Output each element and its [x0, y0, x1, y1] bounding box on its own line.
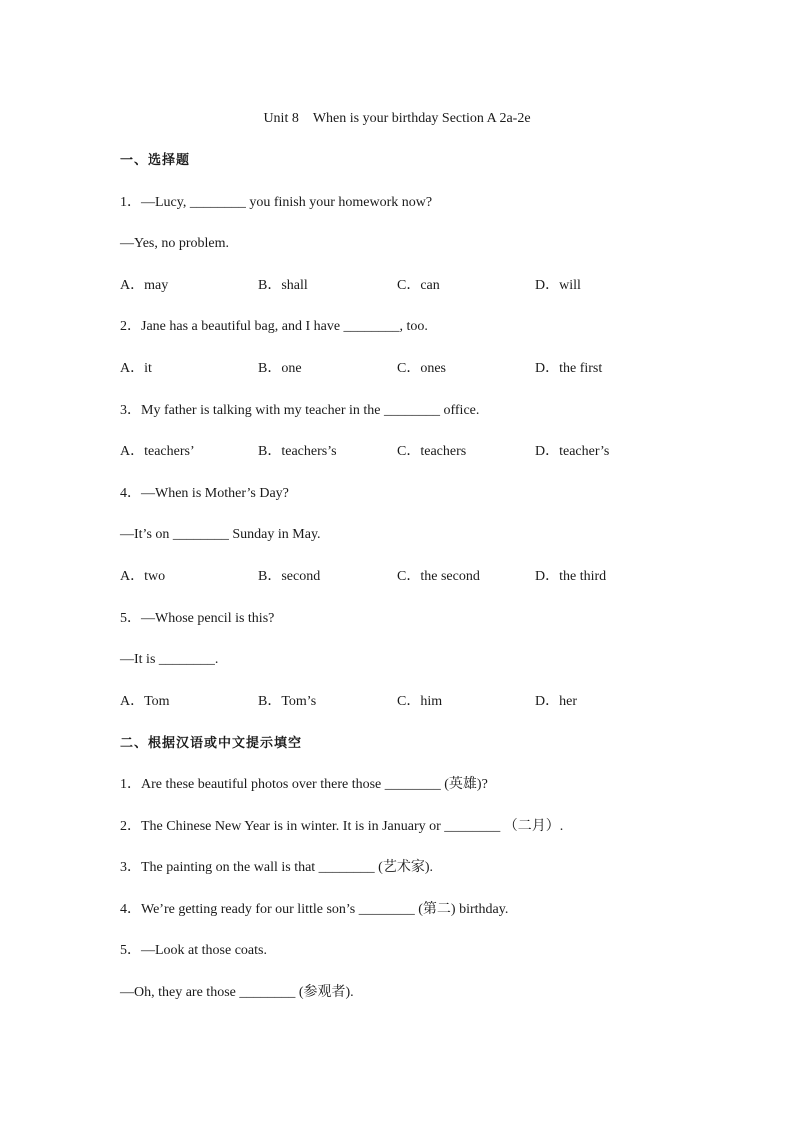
- question-1-option-a[interactable]: A．may: [120, 278, 169, 293]
- question-4-stem: 4．—When is Mother’s Day?: [120, 486, 289, 501]
- fill-question-4: 4．We’re getting ready for our little son’s ________ (第二) birthday.: [120, 902, 509, 917]
- question-3-option-b[interactable]: B．teachers’s: [258, 444, 337, 459]
- question-3-stem: 3．My father is talking with my teacher in the ________ office.: [120, 403, 480, 418]
- question-5-option-b[interactable]: B．Tom’s: [258, 694, 317, 709]
- question-2-option-b[interactable]: B．one: [258, 361, 302, 376]
- page-title: Unit 8 When is your birthday Section A 2a-2e: [263, 111, 531, 126]
- question-1-option-d[interactable]: D．will: [535, 278, 581, 293]
- question-3-option-c[interactable]: C．teachers: [397, 444, 467, 459]
- fill-question-5-reply: —Oh, they are those ________ (参观者).: [120, 985, 354, 1000]
- question-2-option-c[interactable]: C．ones: [397, 361, 446, 376]
- question-5-stem: 5．—Whose pencil is this?: [120, 611, 275, 626]
- question-4-option-b[interactable]: B．second: [258, 569, 321, 584]
- question-5-option-c[interactable]: C．him: [397, 694, 443, 709]
- fill-question-5-stem: 5．—Look at those coats.: [120, 943, 267, 958]
- question-5-option-a[interactable]: A．Tom: [120, 694, 170, 709]
- question-4-option-d[interactable]: D．the third: [535, 569, 607, 584]
- question-2-stem: 2．Jane has a beautiful bag, and I have ________, too.: [120, 319, 428, 334]
- fill-question-2: 2．The Chinese New Year is in winter. It is in January or ________ （二月）.: [120, 819, 564, 834]
- question-3-option-d[interactable]: D．teacher’s: [535, 444, 610, 459]
- question-5-reply: —It is ________.: [120, 652, 219, 667]
- question-4-reply: —It’s on ________ Sunday in May.: [120, 527, 321, 542]
- question-2-option-a[interactable]: A．it: [120, 361, 152, 376]
- section-heading-fill-in: 二、根据汉语或中文提示填空: [120, 736, 303, 751]
- question-5-option-d[interactable]: D．her: [535, 694, 577, 709]
- question-1-reply: —Yes, no problem.: [120, 236, 230, 251]
- section-heading-multiple-choice: 一、选择题: [120, 153, 191, 168]
- fill-question-3: 3．The painting on the wall is that ________ (艺术家).: [120, 860, 434, 875]
- question-1-option-c[interactable]: C．can: [397, 278, 440, 293]
- question-4-option-c[interactable]: C．the second: [397, 569, 480, 584]
- question-1-stem: 1．—Lucy, ________ you finish your homework now?: [120, 195, 433, 210]
- question-2-option-d[interactable]: D．the first: [535, 361, 603, 376]
- question-3-option-a[interactable]: A．teachers’: [120, 444, 195, 459]
- question-4-option-a[interactable]: A．two: [120, 569, 166, 584]
- question-1-option-b[interactable]: B．shall: [258, 278, 308, 293]
- fill-question-1: 1．Are these beautiful photos over there those ________ (英雄)?: [120, 777, 488, 792]
